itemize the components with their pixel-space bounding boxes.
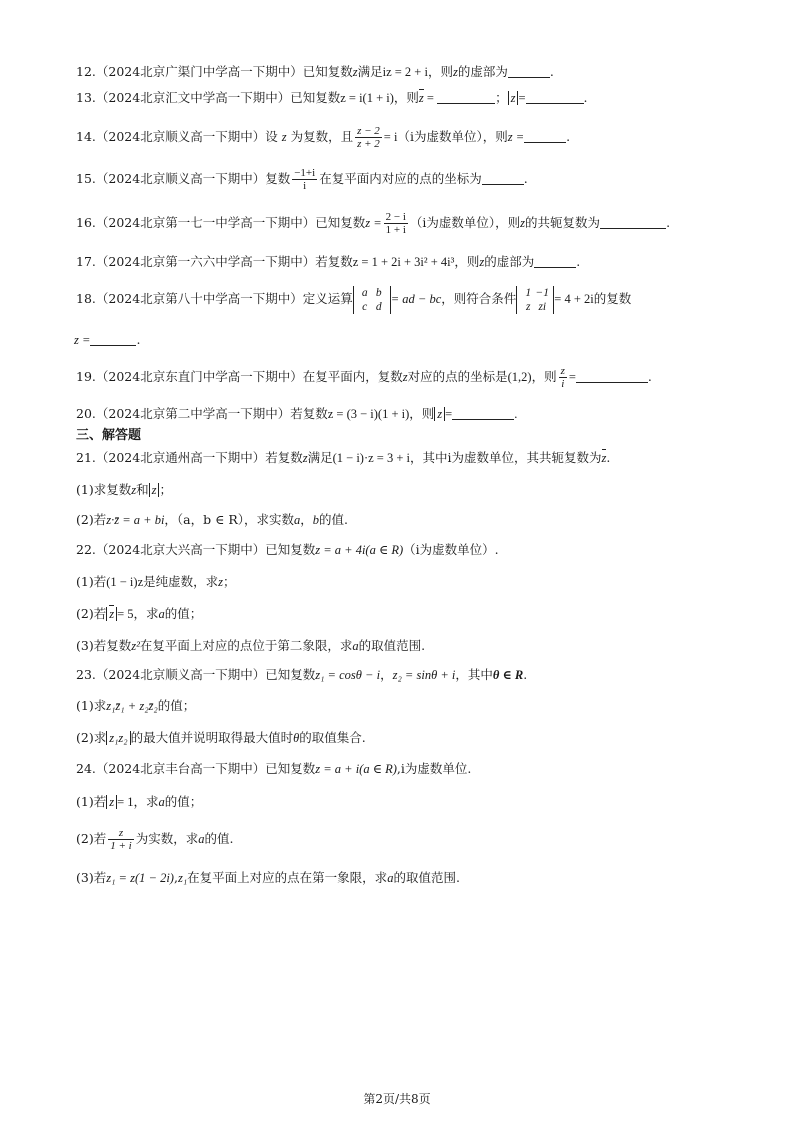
text: ，则 <box>531 369 557 384</box>
answer-blank[interactable] <box>524 130 566 143</box>
question-24-part-3 <box>76 870 734 886</box>
text: (1)求 <box>76 698 107 713</box>
question-23 <box>76 667 734 683</box>
math: z = i(1 + i) <box>340 91 394 105</box>
text: ， <box>300 512 313 527</box>
text: ； <box>159 482 172 497</box>
text: (1)求复数 <box>76 482 132 497</box>
text: . <box>136 332 141 347</box>
text: (2)若 <box>76 512 107 527</box>
math-conjugate: z <box>601 451 607 465</box>
text: 若复数 <box>265 450 303 465</box>
question-source: （2024北京顺义高一下期中） <box>95 129 266 144</box>
text: ,i为虚数单位. <box>396 761 472 776</box>
text: . <box>647 369 652 384</box>
text: , <box>173 870 178 885</box>
question-number: 23. <box>76 667 96 682</box>
answer-blank[interactable] <box>508 65 550 78</box>
question-source: （2024北京丰台高一下期中） <box>95 761 266 776</box>
text: 已知复数 <box>265 761 316 776</box>
question-number: 18. <box>76 291 96 306</box>
math-conjugate: z <box>418 91 424 105</box>
question-21-part-2 <box>76 512 734 528</box>
question-source: （2024北京汇文中学高一下期中） <box>95 90 291 105</box>
math-conjugate: z <box>109 607 115 621</box>
math: z <box>131 483 137 497</box>
text: ，则 <box>454 254 480 269</box>
text: ，其中i为虚数单位，其共轭复数为 <box>410 450 602 465</box>
text: （i为虚数单位），则 <box>397 129 508 144</box>
text: 对应的点的坐标是 <box>407 369 508 384</box>
math: θ <box>293 731 300 745</box>
math: b <box>312 513 320 527</box>
question-number: 24. <box>76 761 96 776</box>
text: 为实数，求 <box>135 831 199 846</box>
denominator: z + 2 <box>357 138 380 150</box>
text: 的共轭复数为 <box>525 215 601 230</box>
cell: c <box>362 300 368 313</box>
math: (1 − i)z <box>106 575 144 589</box>
math: a <box>352 639 359 653</box>
question-22 <box>76 542 734 558</box>
cell: d <box>375 300 382 313</box>
math: z = <box>74 333 91 347</box>
denominator: i <box>303 180 307 192</box>
math: z <box>218 575 224 589</box>
text: （i为虚数单位），则 <box>409 215 521 230</box>
text: 是纯虚数，求 <box>143 574 219 589</box>
text: ，其中 <box>455 667 493 682</box>
math: z² <box>131 639 140 653</box>
math: = i <box>383 130 398 144</box>
text: 和 <box>136 482 149 497</box>
question-source: （2024北京第八十中学高一下期中） <box>95 291 303 306</box>
question-24 <box>76 761 734 777</box>
text: 若复数 <box>290 406 328 421</box>
cell: zi <box>538 300 547 313</box>
numerator: z <box>108 827 133 840</box>
math: z₁ = z(1 − 2i) <box>106 871 174 885</box>
math: θ ∈ R <box>492 668 524 682</box>
math: z = 1 + 2i + 3i² + 4i³ <box>352 255 455 269</box>
cell: 1 <box>525 286 532 299</box>
text: 的虚部为 <box>484 254 535 269</box>
text: 定义运算 <box>302 291 353 306</box>
math: z₁ <box>177 871 188 885</box>
question-23-part-2 <box>76 730 734 746</box>
question-17 <box>76 254 734 270</box>
text: 的取值范围. <box>393 870 460 885</box>
text: 的值. <box>204 831 234 846</box>
text: ，则 <box>409 406 435 421</box>
fraction <box>108 827 133 852</box>
question-15 <box>76 164 734 194</box>
fraction <box>559 365 567 390</box>
question-source: （2024北京第一七一中学高一下期中） <box>95 215 316 230</box>
text: 的值； <box>164 606 203 621</box>
math-abs: z <box>508 91 519 105</box>
text: ； <box>223 574 236 589</box>
text: 的值； <box>164 794 203 809</box>
math: (1,2) <box>507 370 532 384</box>
page-footer: 第2页/共8页 <box>363 1092 431 1106</box>
numerator: z − 2 <box>357 125 380 137</box>
math: z <box>479 255 485 269</box>
text: (3)若 <box>76 870 107 885</box>
question-21 <box>76 450 734 466</box>
math: z <box>281 130 287 144</box>
text: ，则符合条件 <box>441 291 517 306</box>
text: ，（a，b ∈ R），求实数 <box>164 512 294 527</box>
question-14 <box>76 122 734 152</box>
text: . <box>583 90 588 105</box>
question-source: （2024北京广渠门中学高一下期中） <box>95 64 303 79</box>
question-18-cont <box>74 332 734 348</box>
math: a <box>158 607 165 621</box>
text: （i为虚数单位）. <box>403 542 499 557</box>
text: . <box>566 129 571 144</box>
math: z = a + 4i(a ∈ R) <box>315 543 404 557</box>
math: a <box>387 871 394 885</box>
question-number: 21. <box>76 450 96 465</box>
question-18 <box>76 282 734 316</box>
question-23-part-1 <box>76 698 734 714</box>
text: 已知复数 <box>315 215 366 230</box>
math: = 4 + 2i <box>554 292 594 306</box>
question-source: （2024北京第二中学高一下期中） <box>95 406 291 421</box>
text: 的取值范围. <box>358 638 426 653</box>
text: ，求 <box>133 606 159 621</box>
text: 在复平面上对应的点位于第二象限，求 <box>139 638 353 653</box>
text: . <box>523 667 528 682</box>
question-16 <box>76 208 734 238</box>
math: = <box>423 91 438 105</box>
question-number: 19. <box>76 369 96 384</box>
text: ，则 <box>427 64 453 79</box>
determinant <box>516 286 554 314</box>
math: z = a + i(a ∈ R) <box>315 762 397 776</box>
text: . <box>576 254 581 269</box>
text: 已知复数 <box>290 90 341 105</box>
math: = ad − bc <box>390 292 442 306</box>
question-number: 22. <box>76 542 96 557</box>
question-number: 12. <box>76 64 96 79</box>
question-12 <box>76 64 734 80</box>
answer-blank[interactable] <box>437 91 495 104</box>
fraction <box>292 167 317 192</box>
text: (3)若复数 <box>76 638 132 653</box>
question-22-part-2 <box>76 606 734 622</box>
math: = <box>445 407 453 421</box>
math-abs <box>106 607 117 621</box>
answer-blank[interactable] <box>482 172 524 185</box>
text: (1)若 <box>76 574 107 589</box>
text: 的值； <box>157 698 196 713</box>
text: (2)若 <box>76 831 107 846</box>
cell: a <box>361 286 368 299</box>
question-source: （2024北京第一六六中学高一下期中） <box>95 254 316 269</box>
question-source: （2024北京东直门中学高一下期中） <box>95 369 303 384</box>
question-source: （2024北京大兴高一下期中） <box>95 542 266 557</box>
math: z <box>402 370 408 384</box>
question-number: 17. <box>76 254 96 269</box>
text: (1)若 <box>76 794 107 809</box>
text: 在复平面上对应的点在第一象限，求 <box>187 870 388 885</box>
question-20 <box>76 406 734 422</box>
answer-blank[interactable] <box>534 255 576 268</box>
denominator: i <box>561 378 565 390</box>
math: z₁z̄₁ + z₂z̄₂ <box>106 699 158 713</box>
text: 已知复数 <box>265 542 316 557</box>
question-number: 20. <box>76 406 96 421</box>
section-heading: 三、解答题 <box>76 428 142 443</box>
answer-blank[interactable] <box>90 333 136 346</box>
text: 为复数，且 <box>290 129 354 144</box>
question-number: 13. <box>76 90 96 105</box>
text: 已知复数 <box>302 64 353 79</box>
numerator: 2 − i <box>385 211 406 223</box>
cell: −1 <box>535 286 550 299</box>
text: . <box>549 64 554 79</box>
text: 若复数 <box>315 254 353 269</box>
text: 设 <box>265 129 278 144</box>
math: = <box>568 370 576 384</box>
question-number: 15. <box>76 171 96 186</box>
math: z <box>352 65 358 79</box>
cell: z <box>526 300 531 313</box>
math-abs: z <box>106 795 117 809</box>
text: 的虚部为 <box>457 64 508 79</box>
answer-blank[interactable] <box>576 370 648 383</box>
math: z₁ = cosθ − i <box>315 668 381 682</box>
numerator: z <box>560 365 565 377</box>
question-22-part-1 <box>76 574 734 590</box>
text: ， <box>380 667 393 682</box>
text: 满足 <box>307 450 333 465</box>
question-22-part-3 <box>76 638 734 654</box>
question-source: （2024北京顺义高一下期中） <box>95 667 266 682</box>
denominator: 1 + i <box>385 224 406 236</box>
math: z·z̄ = a + bi <box>106 513 165 527</box>
math: z <box>452 65 458 79</box>
fraction <box>355 125 382 150</box>
math: z₂ = sinθ + i <box>392 668 456 682</box>
text: . <box>514 407 518 421</box>
question-24-part-2 <box>76 824 734 854</box>
text: 的复数 <box>593 291 632 306</box>
question-19 <box>76 362 734 392</box>
text: 的最大值并说明取得最大值时 <box>130 730 294 745</box>
answer-blank[interactable] <box>526 91 584 104</box>
question-number: 14. <box>76 129 96 144</box>
text: 已知复数 <box>265 667 316 682</box>
math: a <box>158 795 165 809</box>
cell: b <box>375 286 382 299</box>
math: z = <box>365 216 382 230</box>
text: . <box>606 450 611 465</box>
math-abs: z <box>434 407 445 421</box>
text: 复数 <box>265 171 291 186</box>
text: ，求 <box>133 794 159 809</box>
text: ； <box>495 90 508 105</box>
math: z <box>520 216 526 230</box>
answer-blank[interactable] <box>452 407 514 420</box>
text: . <box>666 215 671 230</box>
question-24-part-1 <box>76 794 734 810</box>
text: . <box>523 171 528 186</box>
text: ，则 <box>393 90 419 105</box>
math: = <box>518 91 526 105</box>
question-source: （2024北京通州高一下期中） <box>95 450 266 465</box>
math: a <box>294 513 301 527</box>
text: 满足 <box>357 64 383 79</box>
determinant <box>353 286 391 314</box>
numerator: −1+i <box>294 167 316 179</box>
fraction <box>384 211 408 236</box>
question-number: 16. <box>76 215 96 230</box>
math: z <box>302 451 308 465</box>
text: 的值. <box>319 512 348 527</box>
text: 在复平面内对应的点的坐标为 <box>319 171 482 186</box>
math: = 5 <box>117 607 134 621</box>
math: = 1 <box>117 795 134 809</box>
question-13 <box>76 90 734 106</box>
question-source: （2024北京顺义高一下期中） <box>95 171 266 186</box>
question-21-part-1 <box>76 482 734 498</box>
math: a <box>198 832 205 846</box>
denominator: 1 + i <box>110 840 132 852</box>
text: (2)求 <box>76 730 107 745</box>
math: (1 − i)·z = 3 + i <box>332 451 410 465</box>
text: (2)若 <box>76 606 107 621</box>
math-abs: z₁z₂ <box>106 731 130 745</box>
math: z = <box>507 130 525 144</box>
math: z = (3 − i)(1 + i) <box>327 407 410 421</box>
text: 在复平面内，复数 <box>302 369 403 384</box>
math: iz = 2 + i <box>382 65 428 79</box>
answer-blank[interactable] <box>600 216 666 229</box>
math-abs: z <box>149 483 160 497</box>
text: 的取值集合. <box>299 730 366 745</box>
